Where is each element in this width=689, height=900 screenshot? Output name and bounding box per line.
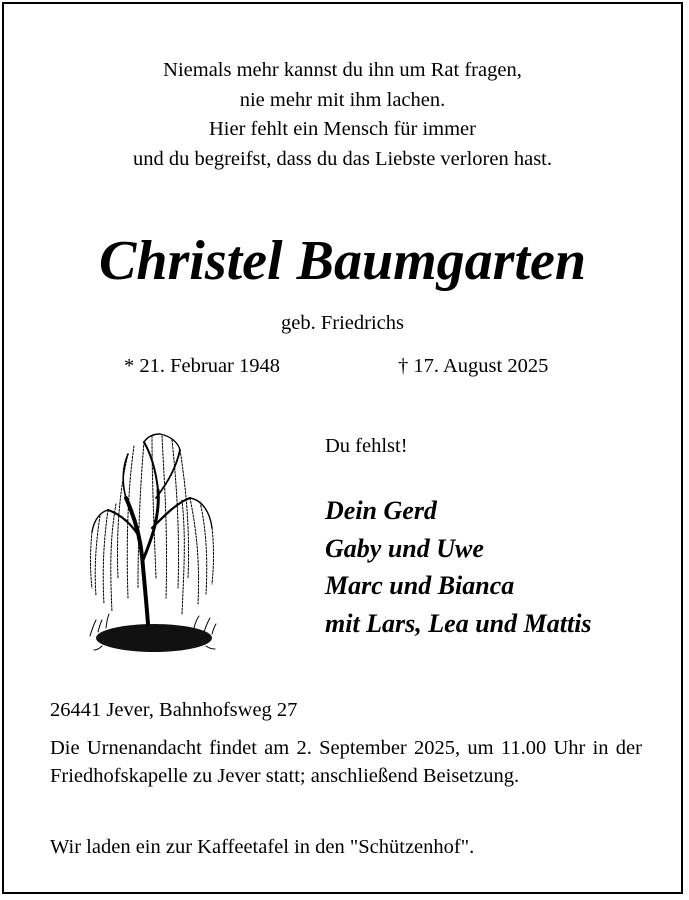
poem-line: Hier fehlt ein Mensch für immer: [209, 118, 476, 140]
maiden-name: geb. Friedrichs: [281, 312, 404, 334]
family-signatures: [325, 492, 592, 642]
poem-line: und du begreifst, dass du das Liebste verloren hast.: [132, 147, 552, 170]
poem-line: Niemals mehr kannst du ihn um Rat fragen,: [163, 59, 522, 81]
family-line: Gaby und Uwe: [325, 533, 484, 563]
death-date: † 17. August 2025: [398, 355, 549, 377]
coffee-invitation: Wir laden ein zur Kaffeetafel in den "Schützenhof".: [50, 836, 475, 858]
family-line: mit Lars, Lea und Mattis: [325, 608, 592, 638]
memorial-poem: [4, 56, 681, 174]
deceased-name: Christel Baumgarten: [98, 230, 587, 292]
obituary-frame: [2, 2, 683, 894]
family-line: Dein Gerd: [325, 496, 437, 525]
poem-line: nie mehr mit ihm lachen.: [239, 88, 446, 111]
birth-date: * 21. Februar 1948: [124, 355, 281, 377]
weeping-willow-icon: [82, 428, 222, 664]
service-details: Die Urnenandacht findet am 2. September 2025, um 11.00 Uhr in der Friedhofskapelle zu Jever statt; anschließend Beisetzung.: [50, 737, 642, 787]
family-line: Marc und Bianca: [325, 571, 515, 600]
miss-you-text: Du fehlst!: [325, 435, 408, 457]
address: 26441 Jever, Bahnhofsweg 27: [50, 699, 298, 721]
